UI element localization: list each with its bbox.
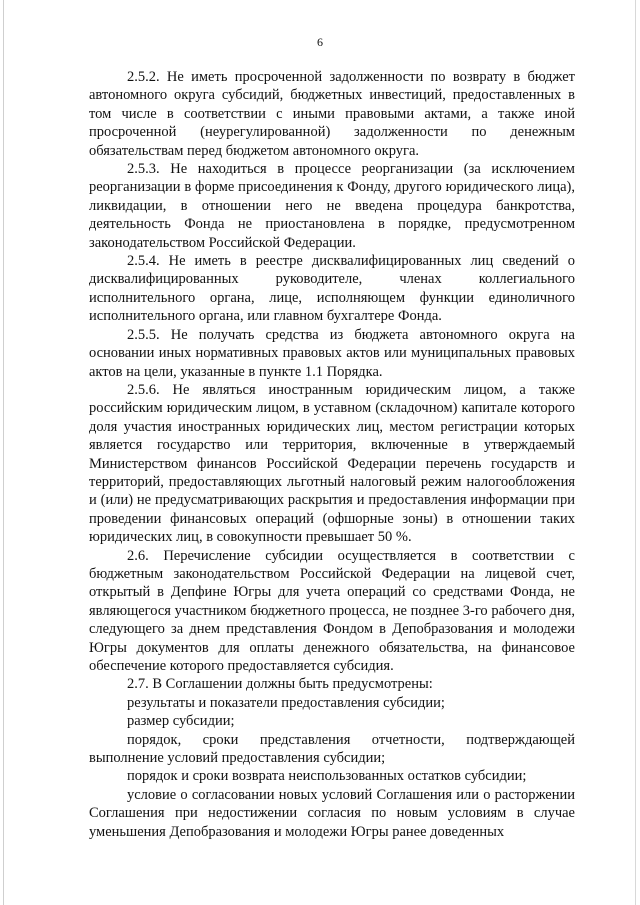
- paragraph-2-5-2: 2.5.2. Не иметь просроченной задолженности по возврату в бюджет автономного округа субсидий, бюджетных инвестиций, предоставленных в том числе в соответствии с иными правовыми актами, а также иной просроченной (неурегулированной) задолженности по денежным обязательствам перед бюджетом автономного округа.: [89, 69, 575, 159]
- paragraph-2-7: 2.7. В Соглашении должны быть предусмотрены:: [127, 676, 433, 693]
- list-item-results: результаты и показатели предоставления субсидии;: [127, 694, 445, 711]
- paragraph-2-5-4: 2.5.4. Не иметь в реестре дисквалифицированных лиц сведений о дисквалифицированных руководителе, членах коллегиального исполнительного органа, лице, исполняющем функции единоличного исполнительного органа, или главном бухгалтере Фонда.: [89, 253, 575, 325]
- document-body: [89, 68, 575, 841]
- list-item-agreement-terms: условие о согласовании новых условий Соглашения или о расторжении Соглашения при недостижении согласия по новым условиям в случае уменьшения Депобразования и молодежи Югры ранее доведенных: [89, 786, 575, 840]
- paragraph-2-5-5: 2.5.5. Не получать средства из бюджета автономного округа на основании иных нормативных правовых актов или муниципальных правовых актов на цели, указанные в пункте 1.1 Порядка.: [89, 326, 575, 380]
- paragraph-2-6: 2.6. Перечисление субсидии осуществляется в соответствии с бюджетным законодательством Российской Федерации на лицевой счет, открытый в Депфине Югры для учета операций со средствами Фонда, не являющегося участником бюджетного процесса, не позднее 3-го рабочего дня, следующего за днем представления Фондом в Депобразования и молодежи Югры документов для оплаты денежного обязательства, на финансовое обеспечение которого предоставляется субсидия.: [89, 547, 575, 674]
- paragraph-2-5-6: 2.5.6. Не являться иностранным юридическим лицом, а также российским юридическим лицом, в уставном (складочном) капитале которого доля участия иностранных юридических лиц, местом регистрации которых является государство или территория, включенные в утверждаемый Министерством финансов Российской Федерации перечень государств и территорий, предоставляющих льготный налоговый режим налогообложения и (или) не предусматривающих раскрытия и предоставления информации при проведении финансовых операций (офшорные зоны) в отношении таких юридических лиц, в совокупности превышает 50 %.: [89, 381, 575, 546]
- list-item-reporting: порядок, сроки представления отчетности, подтверждающей выполнение условий предоставления субсидии;: [89, 731, 575, 767]
- scan-edge-right: [635, 0, 636, 905]
- page-number: 6: [317, 35, 323, 49]
- list-item-amount: размер субсидии;: [127, 713, 235, 730]
- list-item-refund: порядок и сроки возврата неиспользованных остатков субсидии;: [127, 768, 527, 785]
- scan-edge-left: [3, 0, 4, 905]
- paragraph-2-5-3: 2.5.3. Не находиться в процессе реорганизации (за исключением реорганизации в форме присоединения к Фонду, другого юридического лица), ликвидации, в отношении него не введена процедура банкротства, деятельность Фонда не приостановлена в порядке, предусмотренном законодательством Российской Федерации.: [89, 161, 575, 251]
